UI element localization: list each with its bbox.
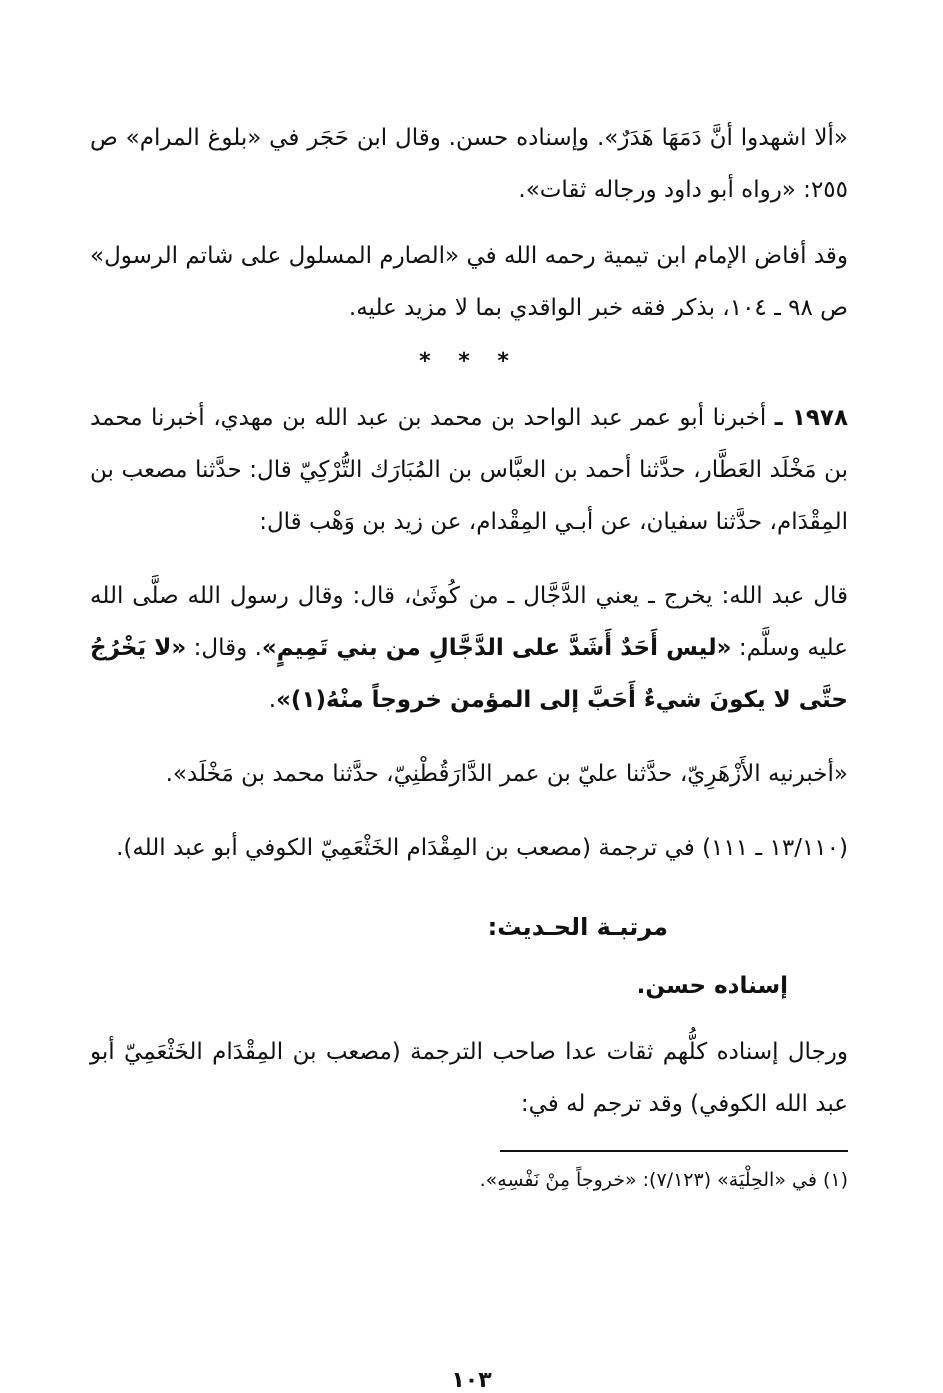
hadith-matn [90,570,848,726]
grading-label: إسناده حسن. [636,973,788,999]
matn-intro: قال عبد الله: يخرج ـ يعني الدَّجَّال ـ من كُوثَىٰ، قال: وقال رسول الله صلَّى الله عليه وسلَّم: [90,583,848,661]
hadith-paragraph [90,392,848,548]
section-separator: * * * [419,349,519,374]
page-number: ١٠٣ [451,1368,492,1393]
footnote-divider [500,1150,848,1152]
section-heading: مرتبـة الحـديث: [487,913,668,941]
paragraph-narrators: ورجال إسناده كلُّهم ثقات عدا صاحب الترجمة (مصعب بن المِقْدَام الخَثْعَمِيّ أبو عبد الله الكوفي) وقد ترجم له في: [90,1039,848,1117]
paragraph-reference: (١٣/١١٠ ـ ١١١) في ترجمة (مصعب بن المِقْدَام الخَثْعَمِيّ الكوفي أبو عبد الله). [116,835,848,861]
hadith-isnad: أخبرنا أبو عمر عبد الواحد بن محمد بن عبد الله بن مهدي، أخبرنا محمد بن مَخْلَد العَطَّار، حدَّثنا أحمد بن العبَّاس بن المُبَارَك التُّرْكِيّ قال: حدَّثنا مصعب بن المِقْدَام، حدَّثنا سفيان، عن أبـي المِقْدام، عن زيد بن وَهْب قال: [90,405,848,535]
paragraph-1: «ألا اشهدوا أنَّ دَمَهَا هَدَرٌ». وإسناده حسن. وقال ابن حَجَر في «بلوغ المرام» ص ٢٥٥: «رواه أبو داود ورجاله ثقات». [90,125,848,203]
paragraph-chain: «أخبرنيه الأَزْهَرِيّ، حدَّثنا عليّ بن عمر الدَّارَقُطْنِيّ، حدَّثنا محمد بن مَخْلَد». [165,761,848,787]
matn-quote-2: «لا يَخْرُجُ حتَّى لا يكونَ شيءٌ أَحَبَّ إلى المؤمن خروجاً منْهُ(١)» [90,635,848,713]
footnote: (١) في «الحِلْيَة» (٧/١٢٣): «خروجاً مِنْ نَفْسِهِ». [479,1169,848,1191]
hadith-number: ١٩٧٨ ـ [774,405,849,431]
matn-middle: . وقال: [193,635,262,661]
matn-quote-1: «ليس أَحَدٌ أَشَدَّ على الدَّجَّالِ من بني تَمِيمٍ» [261,635,732,661]
page-body [90,112,849,1393]
paragraph-2: وقد أفاض الإمام ابن تيمية رحمه الله في «الصارم المسلول على شاتم الرسول» ص ٩٨ ـ ١٠٤، بذكر فقه خبر الواقدي بما لا مزيد عليه. [90,243,848,321]
matn-end: . [268,687,277,713]
